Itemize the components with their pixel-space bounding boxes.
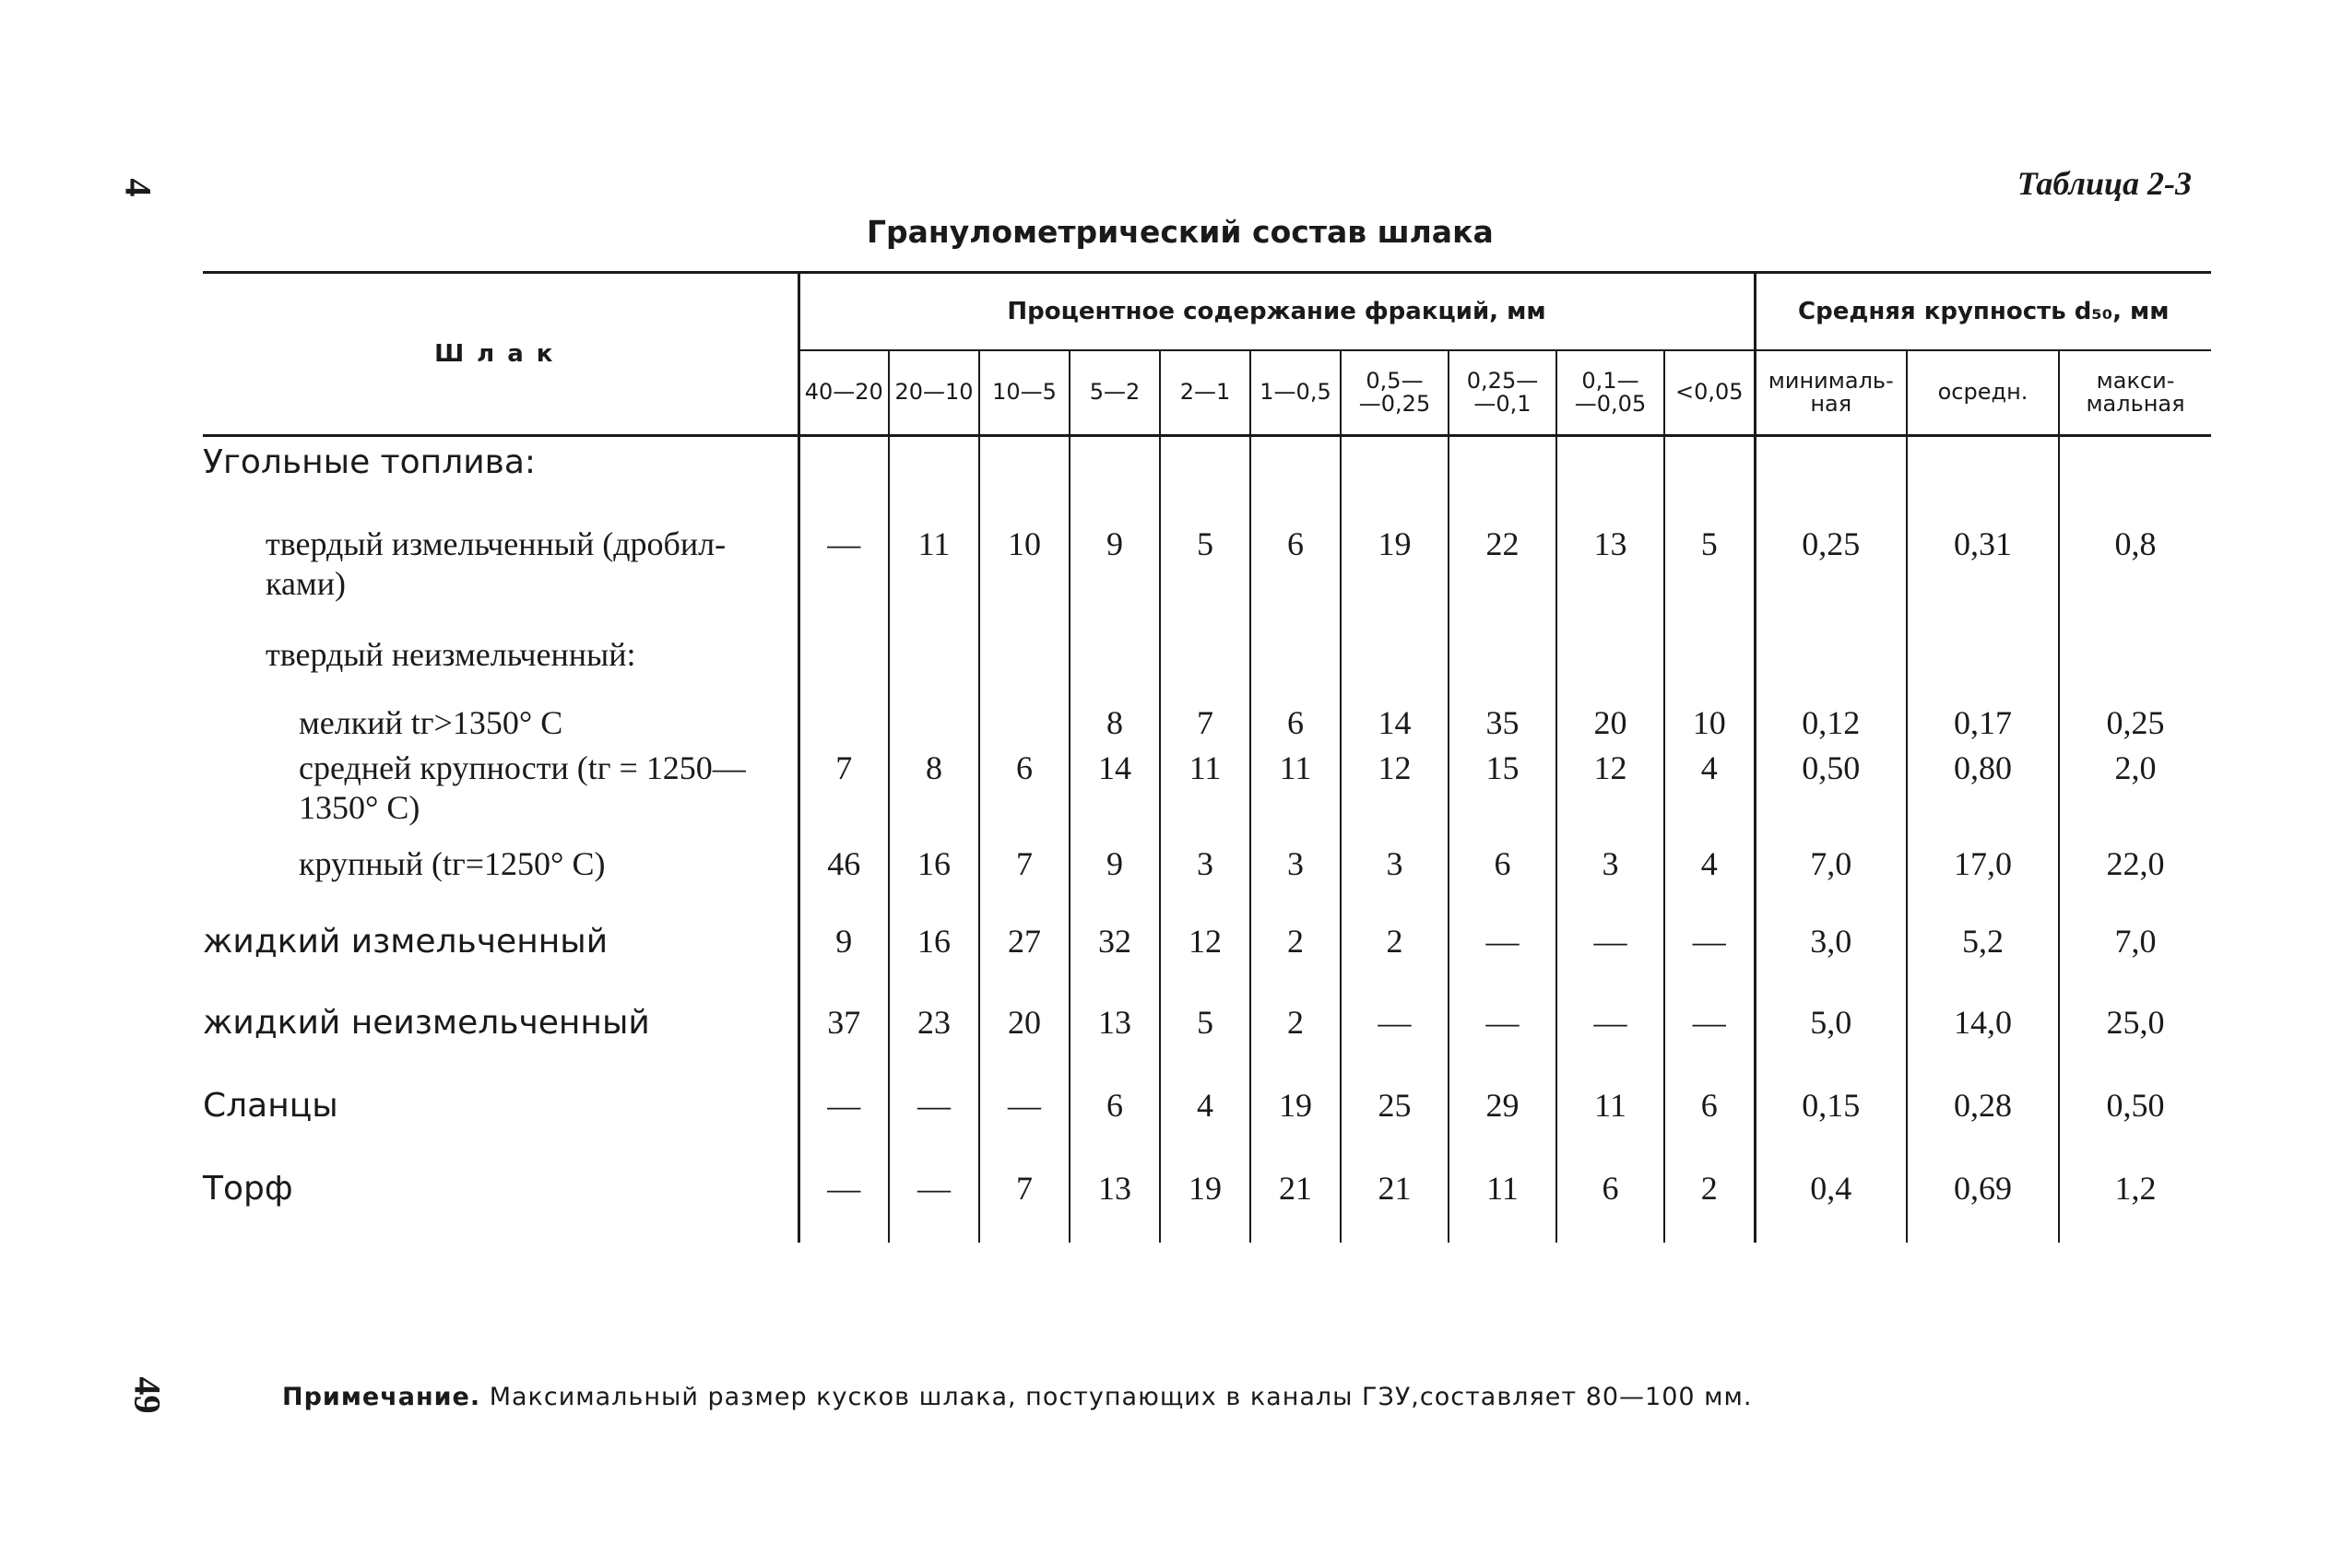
cell-value: 1,2 — [2059, 1163, 2211, 1243]
header-size-0: минималь- ная — [1755, 350, 1907, 436]
cell-value: 3 — [1160, 839, 1250, 916]
cell-value: 6 — [1070, 1080, 1160, 1163]
cell-value: 12 — [1160, 916, 1250, 997]
cell-value: 16 — [889, 916, 979, 997]
row-name: твердый измельченный (дробил- ками) — [266, 525, 727, 602]
cell-value: 7 — [798, 743, 889, 839]
cell-value — [979, 436, 1070, 519]
cell-value: 6 — [1556, 1163, 1664, 1243]
cell-value — [1160, 436, 1250, 519]
cell-value — [1250, 630, 1341, 698]
cell-value: — — [889, 1080, 979, 1163]
cell-value: 4 — [1664, 743, 1755, 839]
cell-value: 20 — [979, 997, 1070, 1080]
page-number-side: 49 — [126, 1376, 169, 1414]
cell-value — [979, 630, 1070, 698]
granulometric-table — [203, 271, 2211, 1243]
header-fractions-group: Процентное содержание фракций, мм — [798, 273, 1755, 351]
cell-value: 6 — [1250, 698, 1341, 743]
cell-value: 0,8 — [2059, 519, 2211, 630]
cell-value — [979, 698, 1070, 743]
header-fraction-7: 0,25— —0,1 — [1449, 350, 1556, 436]
cell-value: 7 — [979, 1163, 1070, 1243]
table-row — [203, 997, 2211, 1080]
cell-value: 35 — [1449, 698, 1556, 743]
cell-value: 9 — [798, 916, 889, 997]
cell-value: 0,80 — [1907, 743, 2059, 839]
cell-value — [1250, 436, 1341, 519]
header-size-1: осредн. — [1907, 350, 2059, 436]
cell-value: 8 — [889, 743, 979, 839]
cell-value — [2059, 436, 2211, 519]
cell-value: 13 — [1070, 997, 1160, 1080]
cell-value — [1070, 630, 1160, 698]
cell-value: 9 — [1070, 519, 1160, 630]
cell-value: 2 — [1250, 916, 1341, 997]
cell-value: 23 — [889, 997, 979, 1080]
cell-value: 19 — [1160, 1163, 1250, 1243]
table-row — [203, 436, 2211, 519]
cell-value — [1907, 630, 2059, 698]
cell-value: 25,0 — [2059, 997, 2211, 1080]
page-number-top: 4 — [117, 178, 160, 197]
cell-value: 13 — [1556, 519, 1664, 630]
header-fraction-4: 2—1 — [1160, 350, 1250, 436]
cell-value: 3 — [1556, 839, 1664, 916]
cell-value — [1556, 630, 1664, 698]
header-fraction-8: 0,1— —0,05 — [1556, 350, 1664, 436]
table-row — [203, 839, 2211, 916]
cell-value: 19 — [1250, 1080, 1341, 1163]
cell-value: 11 — [889, 519, 979, 630]
table-row — [203, 698, 2211, 743]
cell-value: 0,50 — [2059, 1080, 2211, 1163]
cell-value: 21 — [1250, 1163, 1341, 1243]
cell-value: 22,0 — [2059, 839, 2211, 916]
cell-value: 6 — [1449, 839, 1556, 916]
cell-value: 29 — [1449, 1080, 1556, 1163]
cell-value — [1664, 436, 1755, 519]
cell-value: 7,0 — [2059, 916, 2211, 997]
cell-value: 46 — [798, 839, 889, 916]
cell-value: 5,0 — [1755, 997, 1907, 1080]
cell-value: — — [1341, 997, 1449, 1080]
cell-value — [1160, 630, 1250, 698]
cell-value — [1070, 436, 1160, 519]
cell-value: 32 — [1070, 916, 1160, 997]
cell-value — [798, 436, 889, 519]
cell-value: 2,0 — [2059, 743, 2211, 839]
row-name: крупный (tг=1250° С) — [299, 844, 606, 882]
header-fraction-6: 0,5— —0,25 — [1341, 350, 1449, 436]
cell-value: 0,25 — [1755, 519, 1907, 630]
cell-value: 7 — [979, 839, 1070, 916]
cell-value: — — [1664, 997, 1755, 1080]
cell-value: 10 — [1664, 698, 1755, 743]
header-fraction-1: 20—10 — [889, 350, 979, 436]
cell-value: 3 — [1250, 839, 1341, 916]
header-size-2: макси- мальная — [2059, 350, 2211, 436]
cell-value: 37 — [798, 997, 889, 1080]
cell-value: 11 — [1449, 1163, 1556, 1243]
cell-value: 0,31 — [1907, 519, 2059, 630]
cell-value: 14,0 — [1907, 997, 2059, 1080]
cell-value — [1341, 436, 1449, 519]
header-fraction-5: 1—0,5 — [1250, 350, 1341, 436]
cell-value: 6 — [979, 743, 1070, 839]
cell-value: 14 — [1070, 743, 1160, 839]
cell-value: 0,15 — [1755, 1080, 1907, 1163]
table-label: Таблица 2-3 — [2017, 165, 2192, 202]
table-row — [203, 1163, 2211, 1243]
table-row — [203, 519, 2211, 630]
cell-value: 20 — [1556, 698, 1664, 743]
cell-value: 3,0 — [1755, 916, 1907, 997]
cell-value: 13 — [1070, 1163, 1160, 1243]
footnote-label: Примечание. — [282, 1383, 481, 1411]
row-name: мелкий tг>1350° С — [299, 703, 563, 741]
cell-value: 14 — [1341, 698, 1449, 743]
cell-value: 6 — [1664, 1080, 1755, 1163]
cell-value: — — [1449, 997, 1556, 1080]
table-body — [203, 436, 2211, 1243]
cell-value: 2 — [1341, 916, 1449, 997]
cell-value: 0,28 — [1907, 1080, 2059, 1163]
cell-value: — — [1556, 916, 1664, 997]
cell-value: 4 — [1160, 1080, 1250, 1163]
cell-value: — — [798, 1163, 889, 1243]
cell-value: 27 — [979, 916, 1070, 997]
cell-value: 7,0 — [1755, 839, 1907, 916]
footnote-text: Максимальный размер кусков шлака, поступающих в каналы ГЗУ,составляет 80—100 мм. — [489, 1383, 1753, 1411]
cell-value: — — [1449, 916, 1556, 997]
table-row — [203, 1080, 2211, 1163]
cell-value: 6 — [1250, 519, 1341, 630]
cell-value: 15 — [1449, 743, 1556, 839]
cell-value: 19 — [1341, 519, 1449, 630]
table-row — [203, 916, 2211, 997]
cell-value: 16 — [889, 839, 979, 916]
cell-value: 2 — [1250, 997, 1341, 1080]
cell-value: 0,50 — [1755, 743, 1907, 839]
row-name: твердый неизмельченный: — [266, 635, 636, 673]
cell-value — [1449, 436, 1556, 519]
cell-value: 0,17 — [1907, 698, 2059, 743]
table-row — [203, 630, 2211, 698]
table-title: Гранулометрический состав шлака — [867, 214, 1494, 250]
cell-value: 22 — [1449, 519, 1556, 630]
table-header — [203, 273, 2211, 436]
cell-value: 7 — [1160, 698, 1250, 743]
row-name: жидкий измельченный — [203, 922, 609, 961]
cell-value: — — [798, 519, 889, 630]
cell-value: — — [979, 1080, 1070, 1163]
cell-value: 11 — [1556, 1080, 1664, 1163]
header-fraction-0: 40—20 — [798, 350, 889, 436]
row-name: Угольные топлива: — [203, 443, 537, 481]
row-name: средней крупности (tг = 1250— 1350° С) — [299, 749, 746, 826]
header-slag: Шлак — [203, 273, 798, 436]
cell-value: 5,2 — [1907, 916, 2059, 997]
cell-value: — — [1664, 916, 1755, 997]
header-fraction-9: <0,05 — [1664, 350, 1755, 436]
cell-value: 0,25 — [2059, 698, 2211, 743]
cell-value — [2059, 630, 2211, 698]
cell-value: 0,69 — [1907, 1163, 2059, 1243]
row-name: жидкий неизмельченный — [203, 1003, 650, 1042]
cell-value: 2 — [1664, 1163, 1755, 1243]
header-fraction-2: 10—5 — [979, 350, 1070, 436]
table-row — [203, 743, 2211, 839]
cell-value — [1755, 436, 1907, 519]
cell-value: 12 — [1341, 743, 1449, 839]
cell-value — [1341, 630, 1449, 698]
cell-value: 11 — [1160, 743, 1250, 839]
cell-value: 4 — [1664, 839, 1755, 916]
header-size-group: Средняя крупность d₅₀, мм — [1755, 273, 2211, 351]
cell-value: 12 — [1556, 743, 1664, 839]
cell-value — [798, 630, 889, 698]
cell-value — [889, 436, 979, 519]
cell-value: 5 — [1664, 519, 1755, 630]
cell-value — [1664, 630, 1755, 698]
cell-value: 25 — [1341, 1080, 1449, 1163]
header-fraction-3: 5—2 — [1070, 350, 1160, 436]
cell-value — [1907, 436, 2059, 519]
cell-value: 3 — [1341, 839, 1449, 916]
cell-value — [1449, 630, 1556, 698]
cell-value: — — [889, 1163, 979, 1243]
cell-value — [1556, 436, 1664, 519]
cell-value: 17,0 — [1907, 839, 2059, 916]
cell-value: — — [1556, 997, 1664, 1080]
cell-value: 0,12 — [1755, 698, 1907, 743]
cell-value: 21 — [1341, 1163, 1449, 1243]
row-name: Торф — [203, 1169, 293, 1208]
row-name: Сланцы — [203, 1086, 338, 1125]
cell-value — [889, 630, 979, 698]
cell-value: 0,4 — [1755, 1163, 1907, 1243]
cell-value: 9 — [1070, 839, 1160, 916]
cell-value: 5 — [1160, 519, 1250, 630]
cell-value: — — [798, 1080, 889, 1163]
cell-value: 5 — [1160, 997, 1250, 1080]
footnote — [282, 1383, 1752, 1411]
cell-value: 10 — [979, 519, 1070, 630]
cell-value — [889, 698, 979, 743]
cell-value: 8 — [1070, 698, 1160, 743]
cell-value: 11 — [1250, 743, 1341, 839]
cell-value — [1755, 630, 1907, 698]
cell-value — [798, 698, 889, 743]
